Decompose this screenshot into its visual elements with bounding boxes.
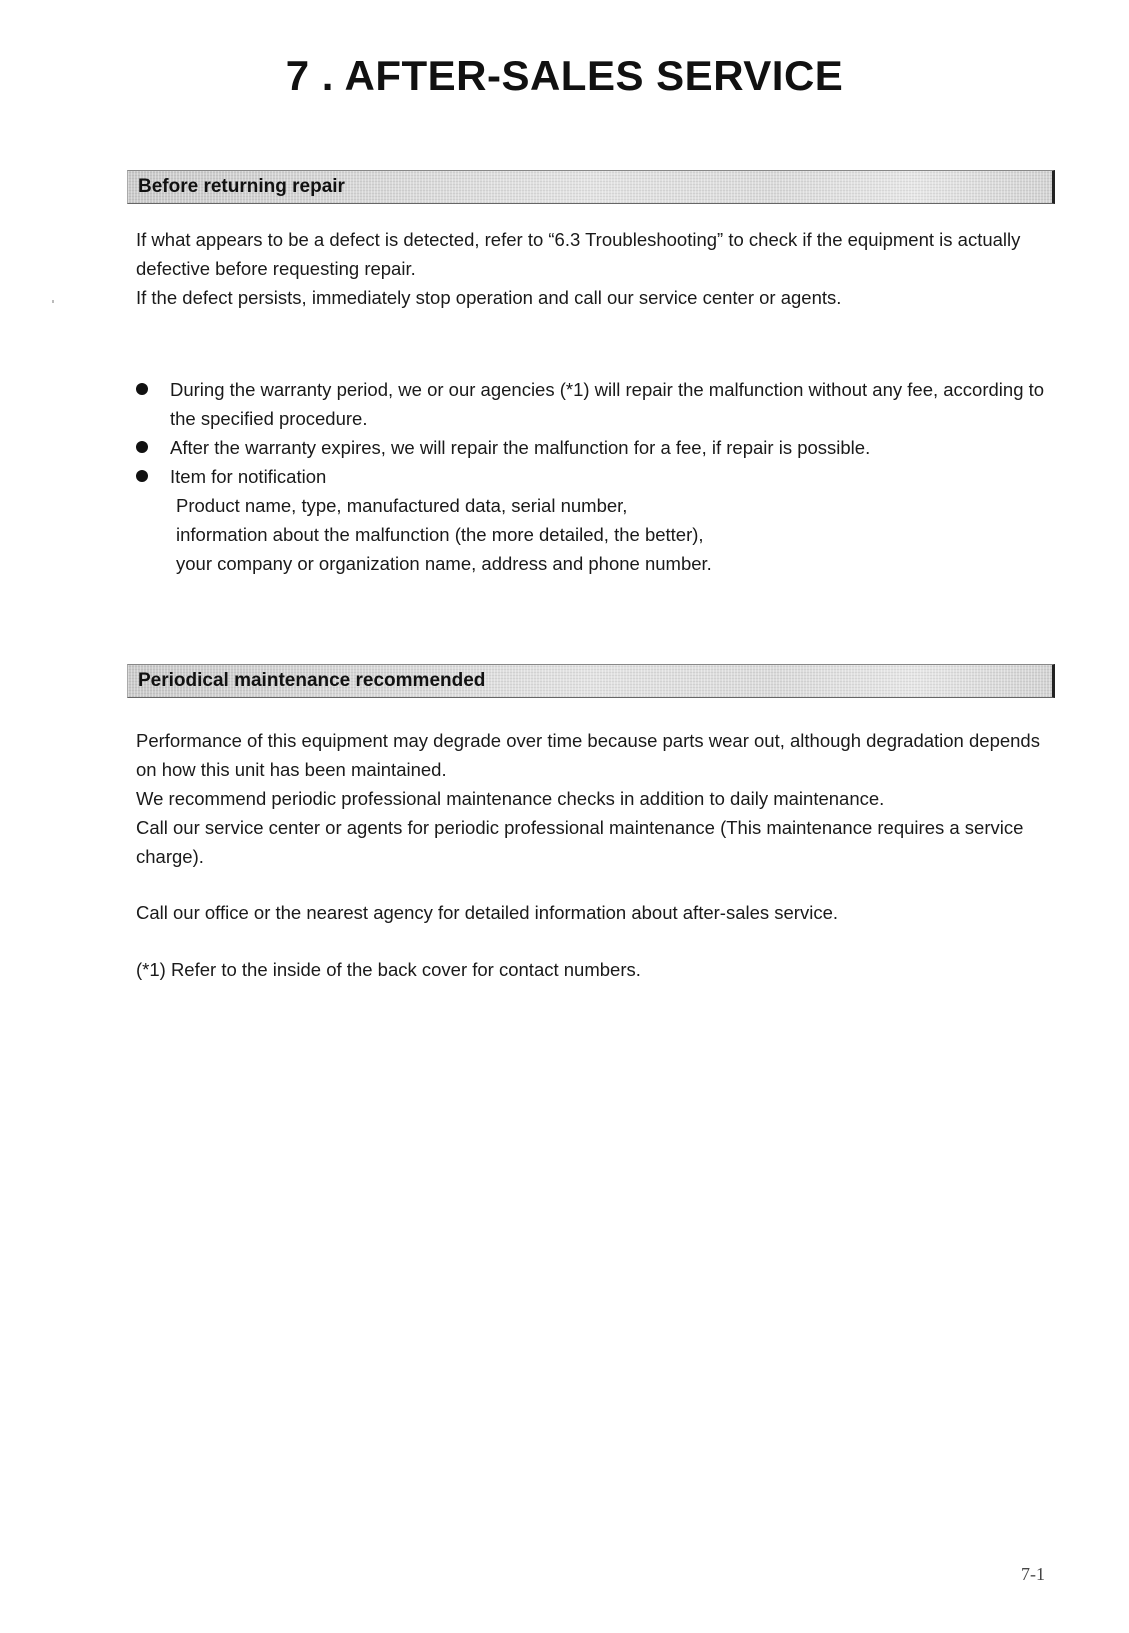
section-header-before-returning-repair [127, 170, 1055, 204]
notification-line: your company or organization name, address and phone number. [176, 553, 712, 574]
notification-line: information about the malfunction (the more detailed, the better), [176, 524, 704, 545]
section-1-paragraph-2: If the defect persists, immediately stop operation and call our service center or agents. [136, 287, 842, 308]
section-2-paragraph-1: Performance of this equipment may degrade over time because parts wear out, although degradation depends on how this unit has been maintained. [136, 730, 1040, 780]
bullet-item-warranty [136, 375, 1056, 433]
closing-paragraph: Call our office or the nearest agency for detailed information about after-sales service. [136, 902, 839, 923]
section-1-paragraph-1: If what appears to be a defect is detected, refer to “6.3 Troubleshooting” to check if the equipment is actually defective before requesting repair. [136, 229, 1021, 279]
section-2-paragraph-3: Call our service center or agents for periodic professional maintenance (This maintenance requires a service charge). [136, 817, 1024, 867]
page-number: 7-1 [1021, 1564, 1045, 1584]
bullet-text: After the warranty expires, we will repair the malfunction for a fee, if repair is possible. [170, 437, 871, 458]
bullet-item-after-warranty [136, 433, 1056, 462]
bullet-icon [136, 383, 148, 395]
section-heading: Periodical maintenance recommended [138, 670, 486, 691]
bullet-icon [136, 441, 148, 453]
section-header-periodical-maintenance [127, 664, 1055, 698]
notification-line: Product name, type, manufactured data, serial number, [176, 495, 628, 516]
scan-speck [52, 300, 54, 303]
bullet-text: Item for notification [170, 466, 327, 487]
notification-details [136, 491, 1056, 578]
section-heading: Before returning repair [138, 176, 345, 197]
footnote: (*1) Refer to the inside of the back cover for contact numbers. [136, 959, 641, 980]
page-title: 7 . AFTER-SALES SERVICE [285, 52, 844, 99]
bullet-icon [136, 470, 148, 482]
bullet-text: During the warranty period, we or our agencies (*1) will repair the malfunction without any fee, according to the specified procedure. [170, 379, 1045, 429]
bullet-item-notification [136, 462, 1056, 491]
bullet-list [136, 375, 1056, 578]
section-2-paragraph-2: We recommend periodic professional maintenance checks in addition to daily maintenance. [136, 788, 885, 809]
